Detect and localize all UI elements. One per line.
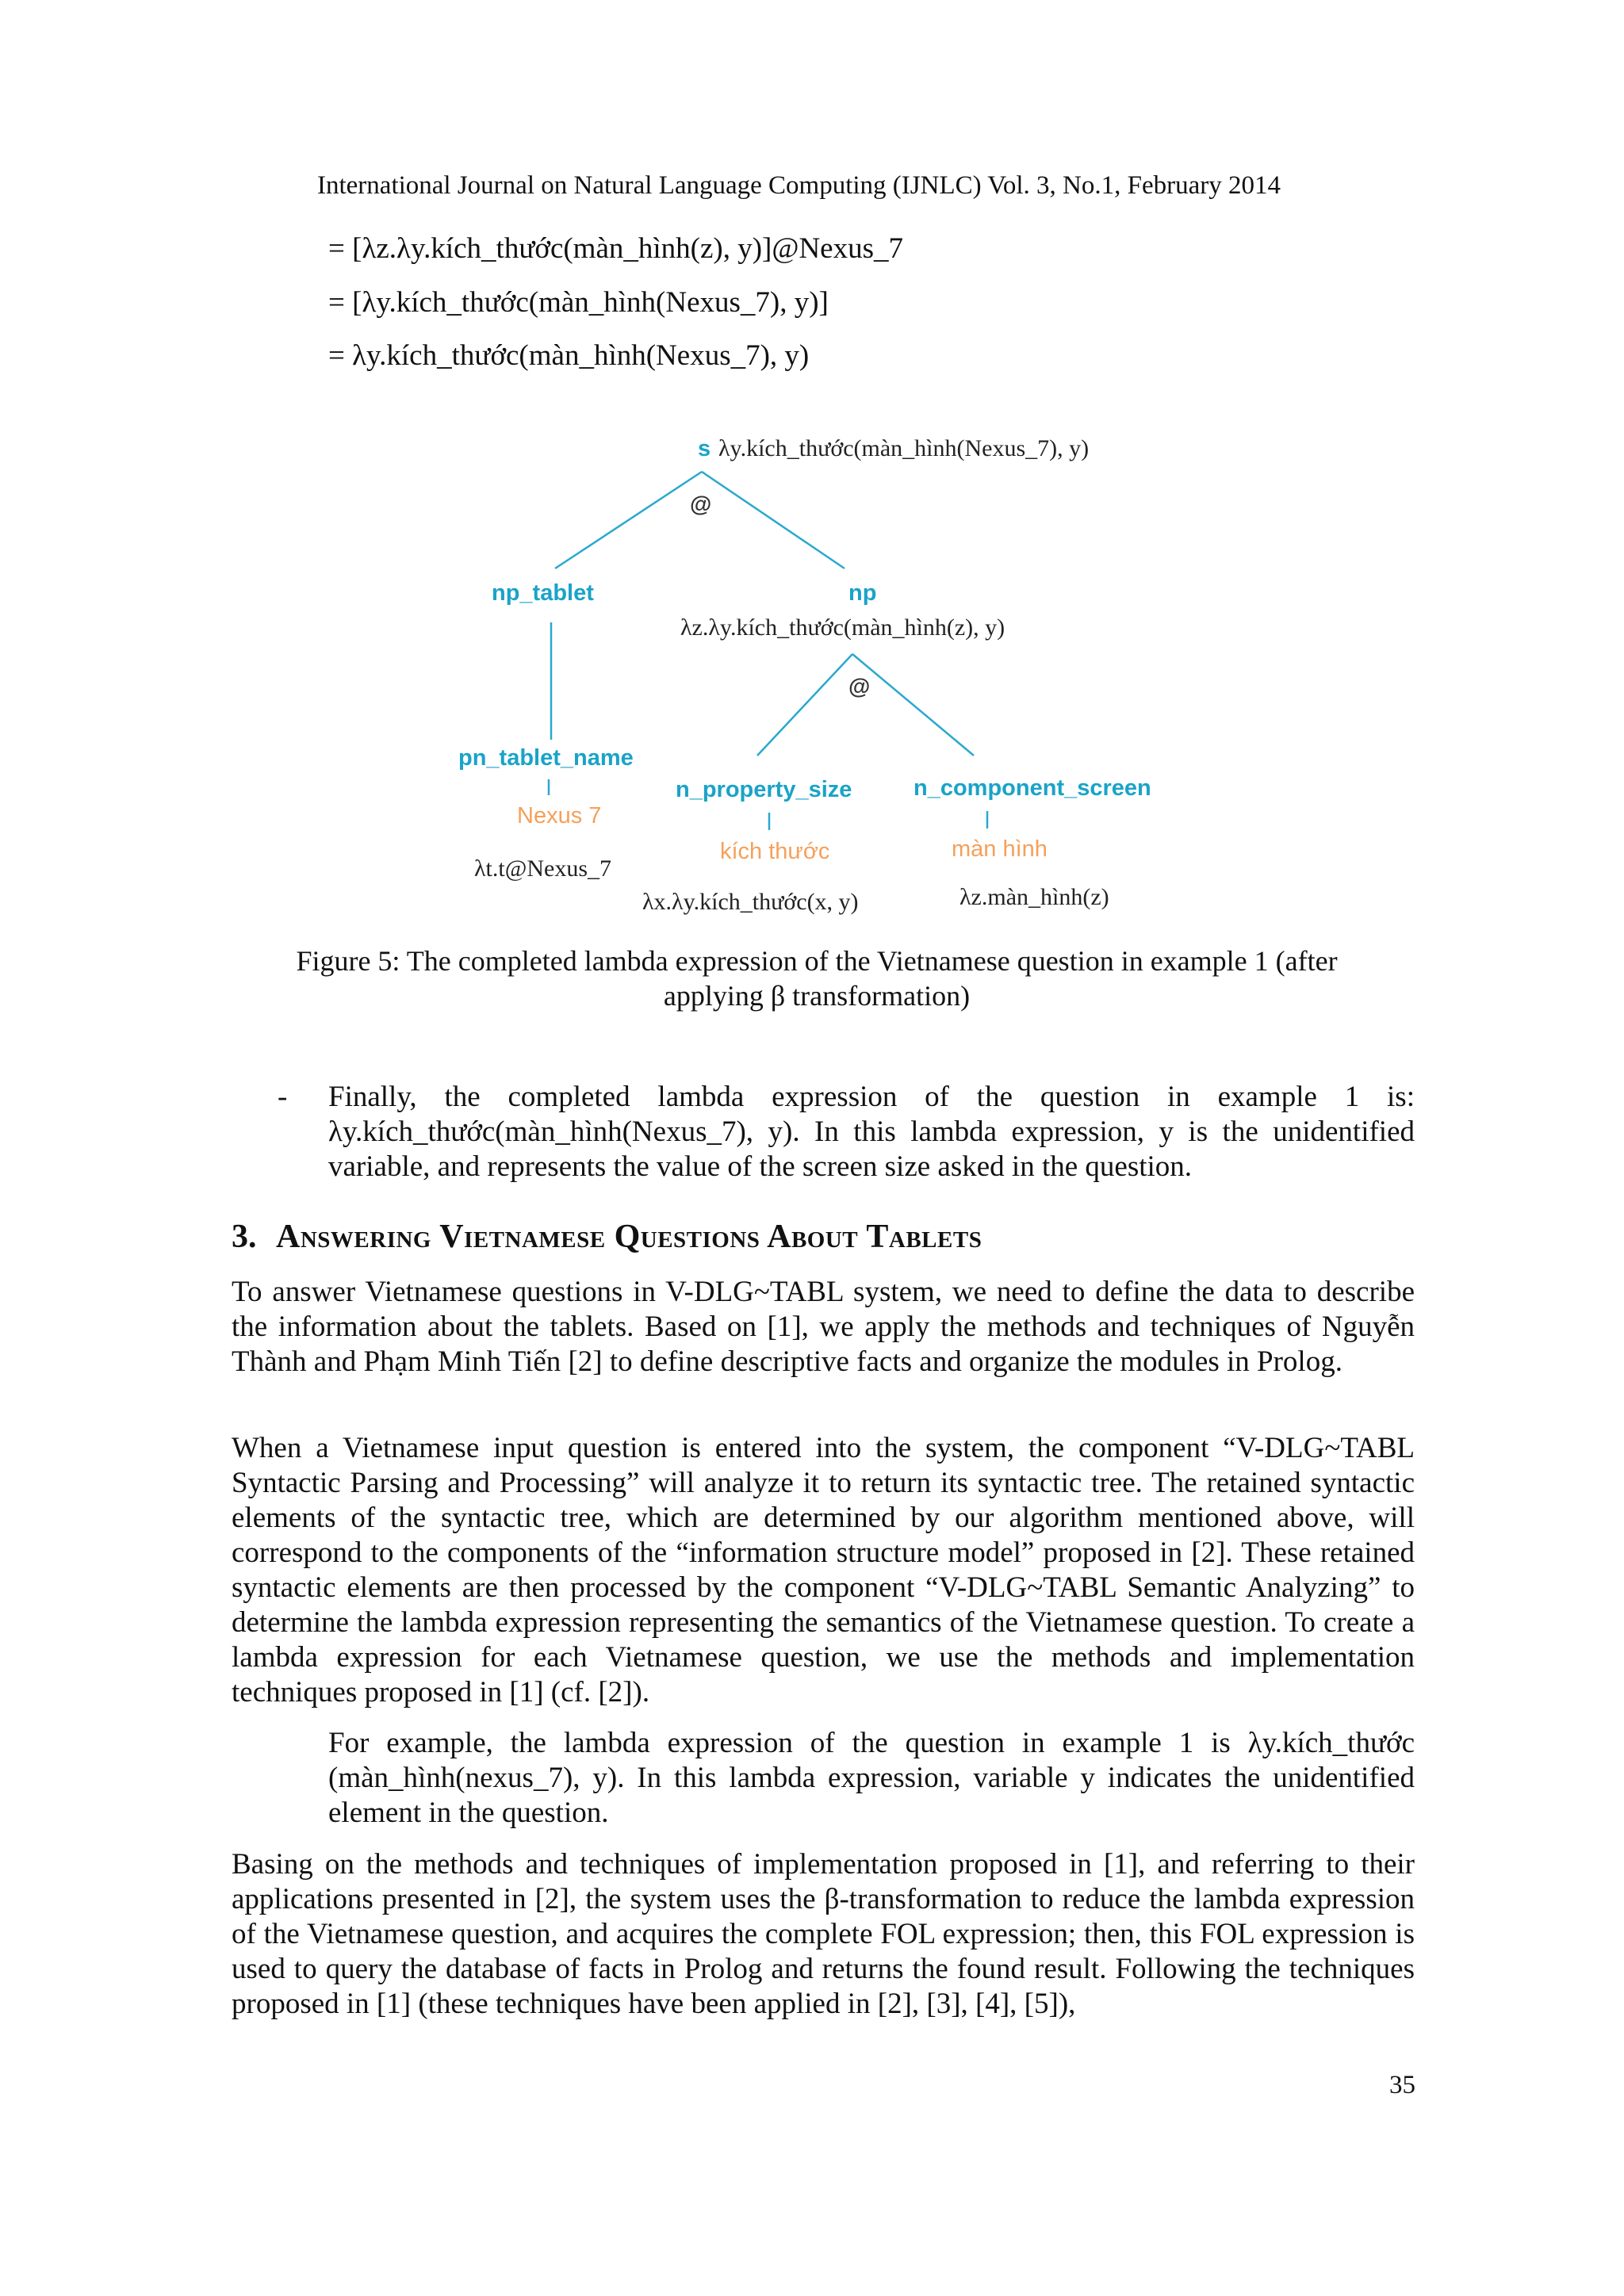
paragraph-4: Basing on the methods and techniques of implementation proposed in [1], and referring to their applications presented in [2], the system uses the β-transformation to reduce the lambda expression of the Vietnamese question, and acquires the complete FOL expression; then, this FOL expression is used to query the database of facts in Prolog and returns the found result. Following the techniques proposed in [1] (these techniques have been applied in [2], [3], [4], [5]), [232, 1848, 1415, 2020]
section-number: 3. [232, 1219, 257, 1255]
tree-root-expr: λy.kích_thước(màn_hình(Nexus_7), y) [718, 435, 1090, 461]
tree-at-1: @ [690, 492, 712, 516]
tree-screen-word: màn hình [952, 836, 1048, 862]
tree-pn-tablet-name: pn_tablet_name [458, 745, 634, 771]
tree-nexus-word: Nexus 7 [517, 803, 602, 828]
edge-np-nprop [757, 654, 852, 756]
tree-np: np [848, 580, 877, 606]
section-heading [232, 1218, 982, 1256]
tree-screen-expr: λz.màn_hình(z) [959, 884, 1109, 910]
figure-caption: Figure 5: The completed lambda expression of the Vietnamese question in example 1 (after applying β transformation) [296, 945, 1338, 1012]
bullet-dash: - [278, 1081, 288, 1113]
section-title: Answering Vietnamese Questions About Tablets [276, 1219, 982, 1255]
tree-at-2: @ [848, 674, 871, 698]
bullet-text: Finally, the completed lambda expression of the question in example 1 is: λy.kích_thước(màn_hình(Nexus_7), y). In this lambda expression, y is the unidentified variable, and represents the value of the screen size asked in the question. [328, 1081, 1415, 1183]
edge-np-ncomp [852, 654, 974, 756]
paragraph-1: To answer Vietnamese questions in V-DLG~TABL system, we need to define the data to describe the information about the tablets. Based on [1], we apply the methods and techniques of Nguyễn Thành and Phạm Minh Tiến [2] to define descriptive facts and organize the modules in Prolog. [232, 1276, 1415, 1378]
paragraph-3-example: For example, the lambda expression of the question in example 1 is λy.kích_thước (màn_hình(nexus_7), y). In this lambda expression, variable y indicates the unidentified element in the question. [328, 1727, 1415, 1829]
edge-s-np-tablet [555, 472, 702, 568]
tree-size-word: kích thước [720, 839, 830, 864]
derivation-line-3: = λy.kích_thước(màn_hình(Nexus_7), y) [328, 339, 810, 372]
page-number: 35 [1389, 2071, 1415, 2099]
tree-np-tablet: np_tablet [492, 580, 594, 606]
tree-svg [444, 424, 1189, 928]
tree-root-cat: s [698, 436, 711, 461]
tree-n-component-screen: n_component_screen [914, 775, 1151, 801]
derivation-line-2: = [λy.kích_thước(màn_hình(Nexus_7), y)] [328, 286, 829, 319]
tree-size-expr: λx.λy.kích_thước(x, y) [642, 889, 859, 915]
paragraph-2: When a Vietnamese input question is entered into the system, the component “V-DLG~TABL Syntactic Parsing and Processing” will analyze it to return its syntactic tree. The retained syntactic elements of the syntactic tree, which are determined by our algorithm mentioned above, will correspond to the components of the “information structure model” proposed in [2]. These retained syntactic elements are then processed by the component “V-DLG~TABL Semantic Analyzing” to determine the lambda expression representing the semantics of the Vietnamese question. To create a lambda expression for each Vietnamese question, we use the methods and implementation techniques proposed in [1] (cf. [2]). [232, 1432, 1415, 1709]
figure-5-tree [444, 424, 1189, 928]
tree-n-property-size: n_property_size [676, 777, 852, 802]
tree-np-expr: λz.λy.kích_thước(màn_hình(z), y) [680, 614, 1005, 641]
running-header: International Journal on Natural Language Computing (IJNLC) Vol. 3, No.1, February 2014 [317, 171, 1281, 200]
tree-nexus-expr: λt.t@Nexus_7 [474, 855, 611, 882]
edge-s-np [702, 472, 845, 568]
derivation-line-1: = [λz.λy.kích_thước(màn_hình(z), y)]@Nexus_7 [328, 232, 903, 265]
